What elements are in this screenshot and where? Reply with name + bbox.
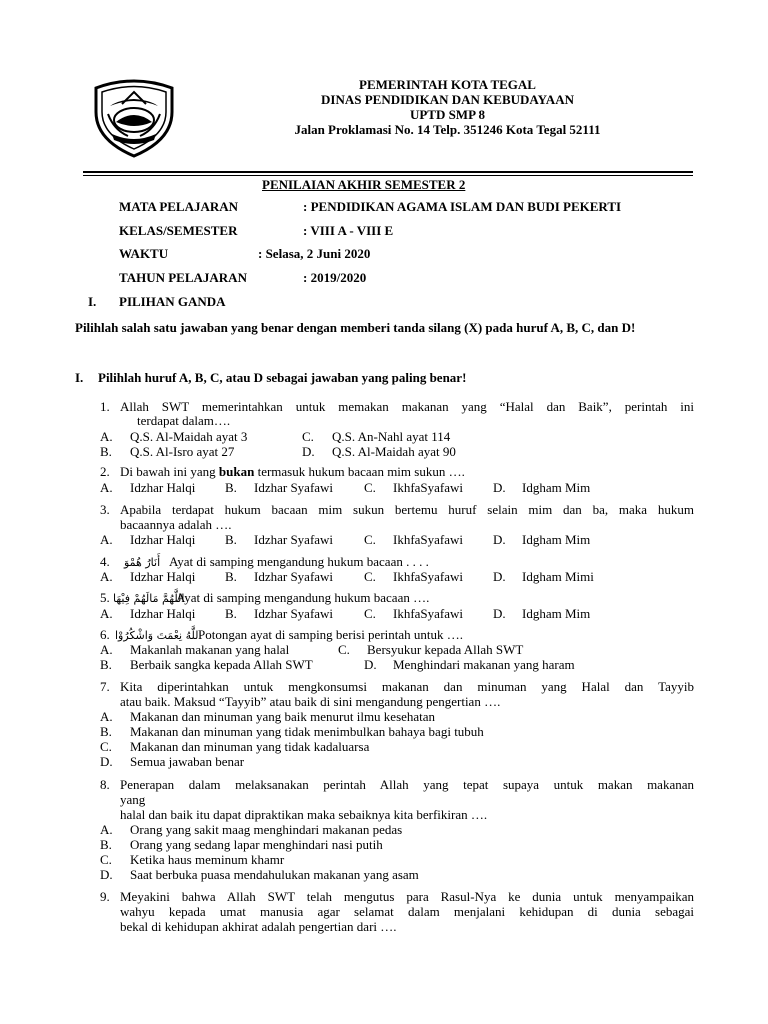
option-text: Orang yang sakit maag menghindari makanan pedas <box>130 822 403 837</box>
option-letter: A. <box>100 642 113 657</box>
option-text: Idzhar Syafawi <box>254 569 334 584</box>
option-text: Makanan dan minuman yang tidak menimbulkan bahaya bagi tubuh <box>130 724 484 739</box>
question-3-line-2: bacaannya adalah …. <box>120 517 232 532</box>
question-4-arabic: أَنَارُ هُمْوَ <box>124 556 161 569</box>
option-letter: D. <box>493 532 506 547</box>
option-letter: C. <box>338 642 350 657</box>
option-text: IkhfaSyafawi <box>393 532 464 547</box>
option-text: Bersyukur kepada Allah SWT <box>367 642 524 657</box>
option-letter: A. <box>100 822 113 837</box>
question-number: 7. <box>100 679 110 694</box>
field-value-year: : 2019/2020 <box>303 270 367 285</box>
header-divider-thin <box>83 175 693 176</box>
option-text: Q.S. An-Nahl ayat 114 <box>332 429 451 444</box>
question-7-line-2: atau baik. Maksud “Tayyib” atau baik di sini mengandung pengertian …. <box>120 694 501 709</box>
question-number: 5. <box>100 590 110 605</box>
field-value-class: : VIII A - VIII E <box>303 223 394 238</box>
option-letter: B. <box>100 657 112 672</box>
option-text: IkhfaSyafawi <box>393 480 464 495</box>
option-letter: C. <box>364 480 376 495</box>
header-school: UPTD SMP 8 <box>409 107 486 122</box>
question-number: 2. <box>100 464 110 479</box>
option-letter: B. <box>225 569 237 584</box>
option-text: Saat berbuka puasa mendahulukan makanan yang asam <box>130 867 419 882</box>
option-text: Ketika haus meminum khamr <box>130 852 285 867</box>
instruction-text: Pilihlah salah satu jawaban yang benar dengan memberi tanda silang (X) pada huruf A, B, C, dan D! <box>75 320 636 335</box>
question-2-bold: bukan <box>218 464 255 479</box>
field-label-subject: MATA PELAJARAN <box>119 199 239 214</box>
city-emblem-logo <box>88 78 180 158</box>
option-text: Makanlah makanan yang halal <box>130 642 290 657</box>
header-address: Jalan Proklamasi No. 14 Telp. 351246 Kota Tegal 52111 <box>294 122 601 137</box>
option-text: Idgham Mim <box>522 606 591 621</box>
option-letter: D. <box>493 480 506 495</box>
option-letter: C. <box>100 852 112 867</box>
option-text: Idzhar Halqi <box>130 606 196 621</box>
question-number: 4. <box>100 554 110 569</box>
question-4-text: Ayat di samping mengandung hukum bacaan . . . . <box>169 554 429 569</box>
option-letter: C. <box>364 532 376 547</box>
option-letter: B. <box>225 532 237 547</box>
question-number: 8. <box>100 777 110 792</box>
question-9-line-2: wahyu kepada umat manusia agar selamat dalam menjalani kehidupan di dunia sebagai <box>120 904 694 919</box>
question-2-text <box>120 464 465 479</box>
question-1-line-2: terdapat dalam…. <box>137 413 231 428</box>
question-8-line-1: Penerapan dalam melaksanakan perintah Allah yang tepat supaya untuk makan makanan <box>120 777 694 792</box>
exam-title: PENILAIAN AKHIR SEMESTER 2 <box>262 177 466 192</box>
option-text: Idgham Mim <box>522 480 591 495</box>
subsection-title: Pilihlah huruf A, B, C, atau D sebagai jawaban yang paling benar! <box>98 370 467 385</box>
option-text: Berbaik sangka kepada Allah SWT <box>130 657 313 672</box>
option-text: Idzhar Syafawi <box>254 532 334 547</box>
header-government: PEMERINTAH KOTA TEGAL <box>359 77 536 92</box>
option-letter: A. <box>100 429 113 444</box>
option-text: Makanan dan minuman yang baik menurut ilmu kesehatan <box>130 709 436 724</box>
option-letter: C. <box>100 739 112 754</box>
option-letter: D. <box>100 754 113 769</box>
option-text: Idgham Mimi <box>522 569 594 584</box>
option-text: Q.S. Al-Maidah ayat 90 <box>332 444 456 459</box>
option-letter: A. <box>100 709 113 724</box>
option-text: Menghindari makanan yang haram <box>393 657 575 672</box>
question-2-pre: Di bawah ini yang <box>120 464 219 479</box>
question-6-arabic: اللَّهُ نِعْمَتَ وَاشْكُرُوْا <box>115 629 202 642</box>
option-text: Idzhar Halqi <box>130 480 196 495</box>
question-number: 1. <box>100 399 110 414</box>
option-letter: A. <box>100 569 113 584</box>
option-letter: B. <box>100 724 112 739</box>
option-letter: C. <box>302 429 314 444</box>
field-value-subject: : PENDIDIKAN AGAMA ISLAM DAN BUDI PEKERTI <box>303 199 622 214</box>
option-text: Q.S. Al-Isro ayat 27 <box>130 444 235 459</box>
option-letter: B. <box>225 480 237 495</box>
option-letter: D. <box>302 444 315 459</box>
field-label-year: TAHUN PELAJARAN <box>119 270 247 285</box>
field-value-time: : Selasa, 2 Juni 2020 <box>258 246 371 261</box>
option-text: Idzhar Syafawi <box>254 480 334 495</box>
option-text: Idzhar Halqi <box>130 569 196 584</box>
question-5-arabic: اللَّهُمَّ مَالَهُمْ فِيْهَا <box>113 592 185 605</box>
option-text: Orang yang sedang lapar menghindari nasi putih <box>130 837 383 852</box>
option-letter: D. <box>364 657 377 672</box>
subsection-number: I. <box>75 370 84 385</box>
question-6-text: Potongan ayat di samping berisi perintah untuk …. <box>198 627 464 642</box>
option-text: IkhfaSyafawi <box>393 569 464 584</box>
header-divider-thick <box>83 171 693 173</box>
question-2-post: termasuk hukum bacaan mim sukun …. <box>254 464 465 479</box>
question-8-line-2: yang <box>120 792 146 807</box>
option-letter: A. <box>100 532 113 547</box>
question-number: 3. <box>100 502 110 517</box>
option-letter: B. <box>100 837 112 852</box>
option-text: Makanan dan minuman yang tidak kadaluarsa <box>130 739 370 754</box>
section-number: I. <box>88 294 97 309</box>
option-text: IkhfaSyafawi <box>393 606 464 621</box>
option-letter: A. <box>100 606 113 621</box>
question-number: 9. <box>100 889 110 904</box>
option-letter: C. <box>364 606 376 621</box>
option-text: Q.S. Al-Maidah ayat 3 <box>130 429 248 444</box>
section-title: PILIHAN GANDA <box>119 294 226 309</box>
field-label-time: WAKTU <box>119 246 169 261</box>
question-7-line-1: Kita diperintahkan untuk mengkonsumsi makanan dan minuman yang Halal dan Tayyib <box>120 679 694 694</box>
option-letter: A. <box>100 480 113 495</box>
question-3-line-1: Apabila terdapat hukum bacaan mim sukun bertemu huruf selain mim dan ba, maka hukum <box>120 502 694 517</box>
option-text: Idzhar Halqi <box>130 532 196 547</box>
header-department: DINAS PENDIDIKAN DAN KEBUDAYAAN <box>321 92 574 107</box>
option-letter: C. <box>364 569 376 584</box>
question-9-line-1: Meyakini bahwa Allah SWT telah mengutus para Rasul-Nya ke dunia untuk menyampaikan <box>120 889 694 904</box>
option-text: Idzhar Syafawi <box>254 606 334 621</box>
option-text: Semua jawaban benar <box>130 754 245 769</box>
option-text: Idgham Mim <box>522 532 591 547</box>
option-letter: D. <box>493 606 506 621</box>
field-label-class: KELAS/SEMESTER <box>119 223 238 238</box>
question-1-line-1: Allah SWT memerintahkan untuk memakan makanan yang “Halal dan Baik”, perintah ini <box>120 399 694 414</box>
question-5-text: Ayat di samping mengandung hukum bacaan …. <box>176 590 430 605</box>
question-8-line-3: halal dan baik itu dapat dipraktikan maka sebaiknya kita berfikiran …. <box>120 807 488 822</box>
question-number: 6. <box>100 627 110 642</box>
question-9-line-3: bekal di kehidupan akhirat adalah pengertian dari …. <box>120 919 397 934</box>
option-letter: B. <box>225 606 237 621</box>
option-letter: D. <box>100 867 113 882</box>
option-letter: B. <box>100 444 112 459</box>
option-letter: D. <box>493 569 506 584</box>
